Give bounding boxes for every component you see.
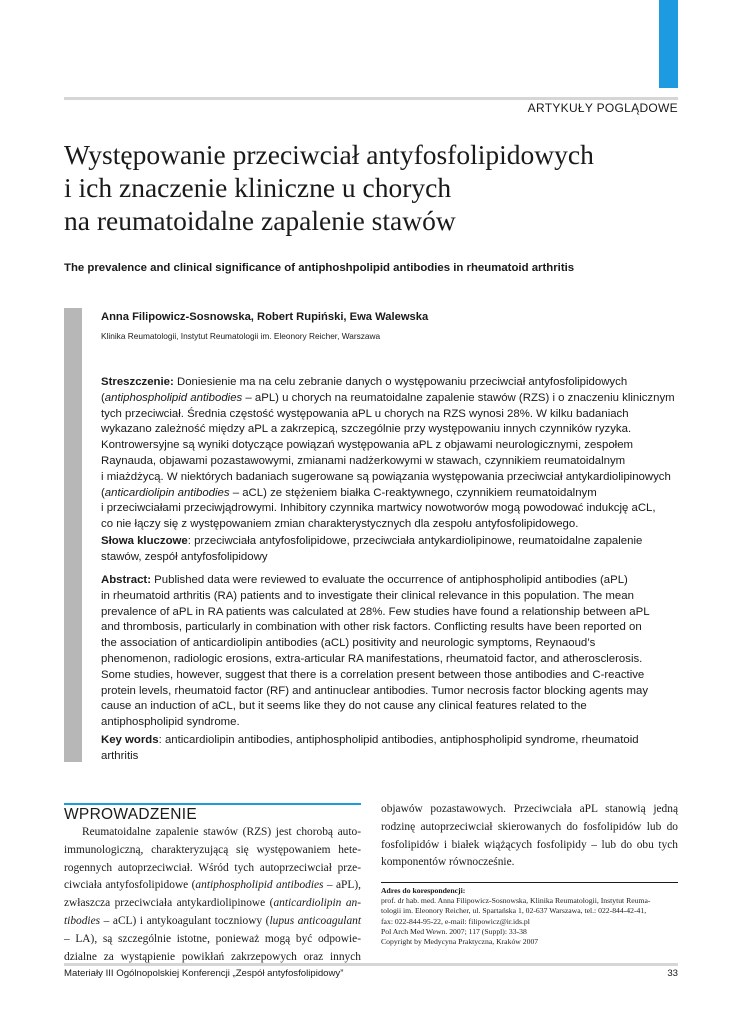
- keywords-en-line: [101, 733, 681, 749]
- body-line: rogennych autoprzeciwciał. Wśród tych autoprzeciwciał prze-: [64, 861, 361, 874]
- authors: Anna Filipowicz-Sosnowska, Robert Rupiński, Ewa Walewska: [101, 311, 429, 323]
- abstract-en-line: [101, 573, 681, 589]
- abstract-pl-line: (anticardiolipin antibodies – aCL) ze stężeniem białka C-reaktywnego, czynnikiem reumatoidalnym: [101, 486, 597, 499]
- body-italic: anticardiolipin an-: [273, 897, 361, 910]
- abstract-pl-line: i miażdżycą. W niektórych badaniach sugerowane są powiązania występowania przeciwciał antykardiolipinowych: [101, 470, 671, 483]
- abstract-pl-text: – aPL) u chorych na reumatoidalne zapalenie stawów (RZS) i o znaczeniu klinicznym: [242, 391, 675, 404]
- body-text: – aPL),: [323, 879, 361, 892]
- abstract-en-line: phenomenon, radiologic erosions, extra-articular RA manifestations, rheumatoid factor, and atherosclerosis.: [101, 652, 643, 665]
- title-line-3: na reumatoidalne zapalenie stawów: [64, 205, 456, 236]
- footer-rule: [64, 963, 678, 966]
- body-italic: lupus anticoagulant: [269, 914, 362, 927]
- abstract-en-line: and thrombosis, particularly in combination with other risk factors. Conflicting results have been reported on: [101, 621, 642, 634]
- abstract-en-line: antiphospholipid syndrome.: [101, 716, 240, 729]
- abstract-pl-italic: antiphospholipid antibodies: [104, 391, 243, 404]
- abstract-en-line: cause an induction of aCL, but it seems like they do not cause any clinical features related to the: [101, 700, 587, 713]
- title-line-1: Występowanie przeciwciał antyfosfolipidowych: [64, 139, 594, 170]
- section-label: ARTYKUŁY POGLĄDOWE: [527, 101, 678, 115]
- abstract-pl-italic: anticardiolipin antibodies: [104, 486, 230, 499]
- keywords-polish: [101, 534, 681, 566]
- correspondence-line: prof. dr hab. med. Anna Filipowicz-Sosnowska, Klinika Reumatologii, Instytut Reuma-: [381, 896, 651, 906]
- abstract-en-line: in rheumatoid arthritis (RA) patients and to investigate their clinical relevance in this population. The mean: [101, 589, 634, 602]
- title-line-2: i ich znaczenie kliniczne u chorych: [64, 172, 452, 203]
- body-line: [64, 913, 361, 931]
- abstract-pl-line: i przeciwciałami przeciwjądrowymi. Inhibitory czynnika martwicy nowotworów mogą powodować indukcję aCL,: [101, 502, 656, 515]
- body-line: [64, 877, 361, 895]
- section-rule: [64, 803, 361, 805]
- correspondence-heading-text: Adres do korespondencji:: [381, 886, 466, 895]
- keywords-pl-text: : przeciwciała antyfosfolipidowe, przeciwciała antykardiolipinowe, reumatoidalne zapalenie: [187, 535, 643, 547]
- abstract-en-label: Abstract:: [101, 574, 152, 586]
- header-rule: [64, 97, 678, 100]
- abstract-en-line: the association of anticardiolipin antibodies (aCL) positivity and neurologic symptoms, Reynaoud’s: [101, 637, 596, 650]
- body-text: ciwciała antyfosfolipidowe (: [64, 879, 196, 892]
- abstract-pl-line: Raynauda, objawami pozastawowymi, zmianami nadżerkowymi w stawach, czynnikiem reumatoidalnym: [101, 454, 626, 467]
- abstract-pl-line: tych przeciwciał. Średnia częstość występowania aPL u chorych na RZS wynosi 28%. W kilku badaniach: [101, 407, 629, 420]
- abstract-en-line: Some studies, however, suggest that there is a correlation present between those antibodies and C-reactive: [101, 668, 645, 681]
- abstract-pl-line: co nie łączy się z występowaniem zmian charakterystycznych dla zespołu antyfosfolipidowego.: [101, 518, 579, 531]
- abstract-pl-line: (antiphospholipid antibodies – aPL) u chorych na reumatoidalne zapalenie stawów (RZS) i o znaczeniu klinicznym: [101, 391, 675, 404]
- body-line: Reumatoidalne zapalenie stawów (RZS) jest chorobą auto-: [82, 826, 361, 838]
- abstract-en-text: Published data were reviewed to evaluate the occurrence of antiphospholipid antibodies (aPL): [151, 574, 628, 586]
- abstract-english: [101, 573, 681, 731]
- body-column-left: [64, 824, 361, 966]
- correspondence-heading: [381, 886, 681, 896]
- body-italic: tibodies: [64, 914, 101, 927]
- abstract-pl-label: Streszczenie:: [101, 376, 174, 388]
- correspondence-rule: [381, 882, 678, 883]
- abstract-en-line: prevalence of aPL in RA patients was calculated at 28%. Few studies have found a relationship between aPL: [101, 605, 650, 618]
- correspondence-box: [381, 886, 681, 947]
- affiliation: Klinika Reumatologii, Instytut Reumatologii im. Eleonory Reicher, Warszawa: [101, 331, 381, 341]
- keywords-pl-line: stawów, zespół antyfosfolipidowy: [101, 550, 268, 563]
- body-column-right: [381, 801, 678, 872]
- accent-bar: [659, 0, 678, 88]
- footer-conference: Materiały III Ogólnopolskiej Konferencji „Zespół antyfosfolipidowy”: [64, 968, 344, 979]
- abstract-polish: [101, 375, 681, 533]
- abstract-pl-line: [101, 375, 681, 391]
- abstract-pl-line: Kontrowersyjne są wyniki dotyczące powiązań występowania aPL z objawami neurologicznymi, zespołem: [101, 439, 634, 452]
- copyright: Copyright by Medycyna Praktyczna, Kraków 2007: [381, 937, 539, 947]
- body-line: rodzinę autoprzeciwciał skierowanych do fosfolipidów lub do: [381, 820, 678, 833]
- abstract-pl-text: Doniesienie ma na celu zebranie danych o występowaniu przeciwciał antyfosfolipidowych: [176, 376, 628, 388]
- keywords-en-label: Key words: [101, 734, 159, 746]
- keywords-en-line: arthritis: [101, 749, 139, 762]
- body-line: dzialne za wystąpienie powikłań zakrzepowych oraz innych: [64, 950, 361, 963]
- english-title: The prevalence and clinical significance of antiphoshpolipid antibodies in rheumatoid arthritis: [64, 262, 575, 274]
- body-line: [64, 895, 361, 913]
- correspondence-line: tologii im. Eleonory Reicher, ul. Spartańska 1, 02-637 Warszawa, tel.: 022-844-42-41,: [381, 906, 647, 916]
- section-heading: WPROWADZENIE: [64, 806, 198, 823]
- body-line: immunologiczną, charakteryzującą się występowaniem hete-: [64, 843, 361, 856]
- keywords-pl-line: [101, 534, 681, 550]
- page-number: 33: [667, 968, 678, 979]
- abstract-side-bar: [64, 308, 82, 762]
- keywords-english: [101, 733, 681, 765]
- body-line: objawów pozastawowych. Przeciwciała aPL stanowią jedną: [381, 803, 678, 815]
- correspondence-line: fax: 022-844-95-22, e-mail: filipowicz@ir.ids.pl: [381, 916, 530, 926]
- body-text: – aCL) i antykoagulant toczniowy (: [100, 914, 270, 927]
- body-line: fosfolipidów i białek wiążących fosfolipidy – lub do obu tych: [381, 838, 678, 851]
- body-line: komponentów równocześnie.: [381, 856, 515, 869]
- body-text: zwłaszcza przeciwciała antykardiolipinowe (: [64, 897, 274, 910]
- article-title: [64, 138, 674, 237]
- abstract-pl-text: – aCL) ze stężeniem białka C-reaktywnego, czynnikiem reumatoidalnym: [229, 486, 597, 499]
- body-line: – LA), są szczególnie istotne, ponieważ mogą być odpowie-: [64, 932, 361, 945]
- abstract-pl-line: wykazano zależność między aPL a zakrzepicą, szczególnie przy występowaniu innych czynników ryzyka.: [101, 423, 632, 436]
- body-italic: antiphospholipid antibodies: [195, 879, 324, 892]
- abstract-en-line: protein levels, rheumatoid factor (RF) and antinuclear antibodies. Tumor necrosis factor blocking agents may: [101, 684, 649, 697]
- journal-citation: Pol Arch Med Wewn. 2007; 117 (Suppl): 33-38: [381, 926, 527, 936]
- keywords-pl-label: Słowa kluczowe: [101, 535, 188, 547]
- keywords-en-text: : anticardiolipin antibodies, antiphospholipid antibodies, antiphospholipid syndrome, rheumatoid: [158, 734, 639, 746]
